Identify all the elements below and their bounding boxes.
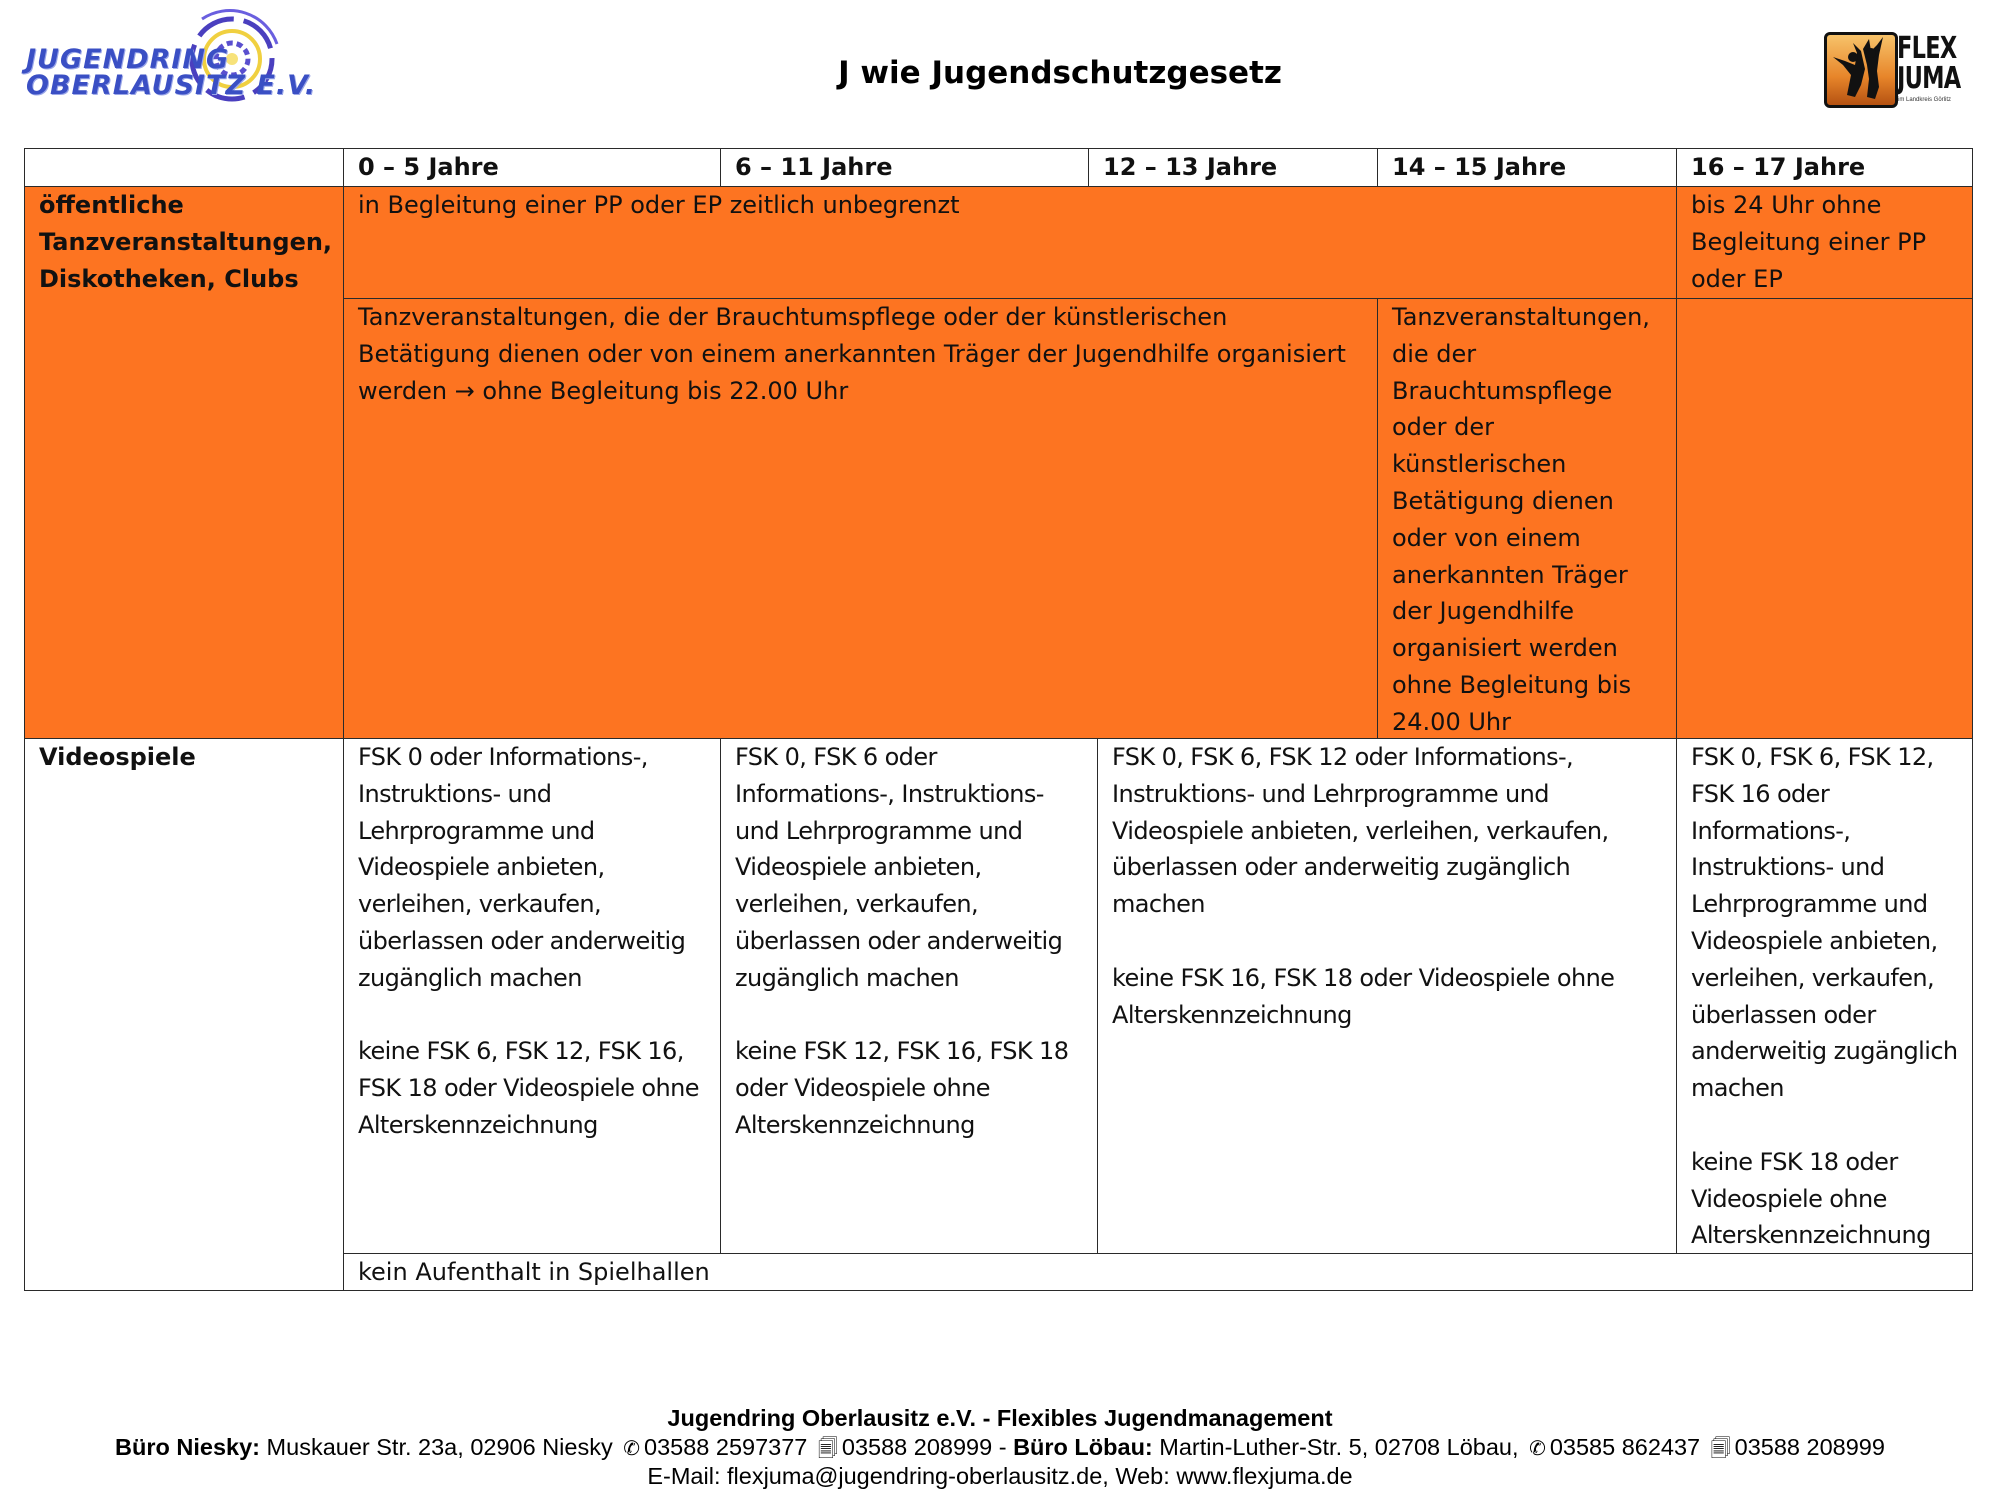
- allowed-text: FSK 0, FSK 6, FSK 12, FSK 16 oder Informations-, Instruktions- und Lehrprogramme und Videospiele anbieten, verleihen, verkaufen, überlassen oder anderweitig zugänglich machen: [1691, 743, 1958, 1103]
- cell-text: Tanzveranstaltungen, die der Brauchtumspflege oder der künstlerischen Betätigung dienen oder von einem anerkannten Träger der Jugendhilfe organisiert werden → ohne Begleitung bis 22.00 Uhr: [358, 303, 1346, 405]
- cell-text: kein Aufenthalt in Spielhallen: [358, 1258, 710, 1286]
- column-header-0-5: 0 – 5 Jahre: [343, 148, 721, 187]
- cell-youth-events-0-13: [343, 298, 1378, 739]
- office2-address: Martin-Luther-Str. 5, 02708 Löbau,: [1159, 1434, 1519, 1460]
- forbidden-text: keine FSK 12, FSK 16, FSK 18 oder Videospiele ohne Alterskennzeichnung: [735, 1037, 1069, 1139]
- row-label-dance: [24, 186, 344, 739]
- cell-accompanied-unlimited: [343, 186, 1677, 299]
- office2-label: Büro Löbau:: [1013, 1434, 1153, 1460]
- phone-icon: ✆: [623, 1438, 640, 1460]
- cell-text: in Begleitung einer PP oder EP zeitlich unbegrenzt: [358, 191, 960, 219]
- cell-videogames-12-15: [1097, 738, 1677, 1254]
- page-title: J wie Jugendschutzgesetz: [838, 55, 1282, 91]
- column-header-16-17: 16 – 17 Jahre: [1676, 148, 1973, 187]
- allowed-text: FSK 0, FSK 6 oder Informations-, Instruktions- und Lehrprogramme und Videospiele anbieten, verleihen, verkaufen, überlassen oder anderweitig zugänglich machen: [735, 743, 1063, 992]
- forbidden-text: keine FSK 6, FSK 12, FSK 16, FSK 18 oder Videospiele ohne Alterskennzeichnung: [358, 1037, 699, 1139]
- flexjuma-logo: [1812, 0, 1987, 112]
- column-header-6-11: 6 – 11 Jahre: [720, 148, 1089, 187]
- office1-fax: 03588 208999 -: [841, 1434, 1007, 1460]
- allowed-text: FSK 0, FSK 6, FSK 12 oder Informations-, Instruktions- und Lehrprogramme und Videospiele anbieten, verleihen, verkaufen, überlassen oder anderweitig zugänglich machen: [1112, 743, 1609, 919]
- web-link[interactable]: www.flexjuma.de: [1176, 1463, 1353, 1489]
- footer-org: Jugendring Oberlausitz e.V. - Flexibles Jugendmanagement: [667, 1405, 1333, 1431]
- cell-text: Tanzveranstaltungen, die der Brauchtumspflege oder der künstlerischen Betätigung dienen oder von einem anerkannten Träger der Jugendhilfe organisiert werden ohne Begleitung bis 24.00 Uhr: [1392, 303, 1650, 736]
- office2-phone: 03585 862437: [1549, 1434, 1701, 1460]
- allowed-text: FSK 0 oder Informations-, Instruktions- und Lehrprogramme und Videospiele anbieten, verleihen, verkaufen, überlassen oder anderweitig zugänglich machen: [358, 743, 686, 992]
- logo-flex-text: FLEX: [1897, 31, 1957, 66]
- row-label-text: öffentliche Tanzveranstaltungen, Diskotheken, Clubs: [39, 191, 333, 293]
- cell-youth-events-14-15: [1377, 298, 1677, 739]
- cell-videogames-0-5: [343, 738, 721, 1254]
- fax-icon: 🗐: [1710, 1438, 1731, 1460]
- forbidden-text: keine FSK 18 oder Videospiele ohne Alterskennzeichnung: [1691, 1147, 1931, 1250]
- logo-subtitle: im Landkreis Görlitz: [1898, 97, 1952, 103]
- office1-label: Büro Niesky:: [115, 1434, 261, 1460]
- cell-videogames-6-11: [720, 738, 1098, 1254]
- footer-offices: [0, 1433, 2000, 1464]
- cell-dance-16-17: [1676, 186, 1973, 299]
- email-label: E-Mail:: [647, 1463, 721, 1489]
- fax-icon: 🗐: [817, 1438, 838, 1460]
- logo-line2: OBERLAUSITZ E.V.: [26, 70, 317, 101]
- office1-address: Muskauer Str. 23a, 02906 Niesky: [266, 1434, 613, 1460]
- email-link[interactable]: flexjuma@jugendring-oberlausitz.de,: [727, 1463, 1109, 1489]
- web-label: Web:: [1115, 1463, 1170, 1489]
- column-header-14-15: 14 – 15 Jahre: [1377, 148, 1677, 187]
- jumping-people-icon: [1824, 32, 1898, 108]
- cell-arcades: [343, 1253, 1973, 1291]
- cell-youth-events-16-17: [1676, 298, 1973, 739]
- phone-icon: ✆: [1529, 1438, 1546, 1460]
- cell-text: bis 24 Uhr ohne Begleitung einer PP oder EP: [1691, 191, 1927, 293]
- footer-contact: [0, 1462, 2000, 1491]
- row-label-videogames: [24, 738, 344, 1291]
- row-label-text: Videospiele: [39, 743, 196, 771]
- forbidden-text: keine FSK 16, FSK 18 oder Videospiele ohne Alterskennzeichnung: [1112, 963, 1615, 1029]
- office1-phone: 03588 2597377: [644, 1434, 808, 1460]
- header-empty-cell: [24, 148, 344, 187]
- column-header-12-13: 12 – 13 Jahre: [1088, 148, 1378, 187]
- logo-juma-text: JUMA: [1897, 61, 1961, 96]
- logo-line1: JUGENDRING: [26, 44, 230, 75]
- office2-fax: 03588 208999: [1734, 1434, 1885, 1460]
- cell-videogames-16-17: [1676, 738, 1973, 1254]
